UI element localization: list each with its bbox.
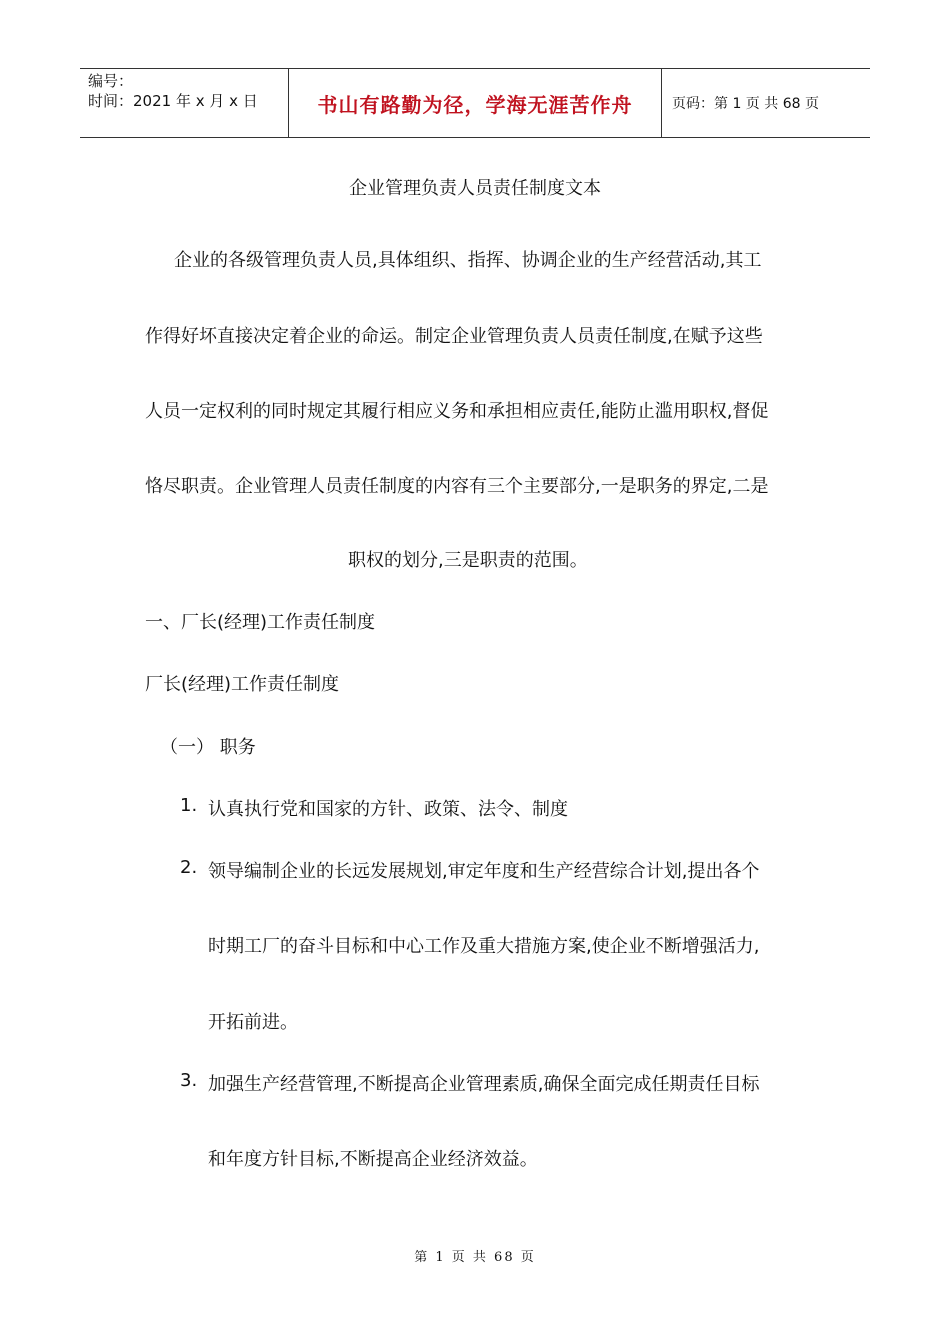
subsection-title: 厂长(经理)工作责任制度 — [145, 674, 340, 695]
intro-line: 企业的各级管理负责人员,具体组织、指挥、协调企业的生产经营活动,其工 — [174, 250, 762, 271]
intro-line: 作得好坏直接决定着企业的命运。制定企业管理负责人员责任制度,在赋予这些 — [145, 326, 763, 347]
item-text: 和年度方针目标,不断提高企业经济效益。 — [208, 1149, 538, 1170]
intro-line: 职权的划分,三是职责的范围。 — [348, 550, 588, 571]
page-header — [80, 68, 870, 138]
header-meta — [80, 69, 289, 137]
intro-line: 恪尽职责。企业管理人员责任制度的内容有三个主要部分,一是职务的界定,二是 — [145, 476, 769, 497]
item-text: 开拓前进。 — [208, 1012, 298, 1033]
item-text: 领导编制企业的长远发展规划,审定年度和生产经营综合计划,提出各个 — [208, 861, 760, 882]
document-title: 企业管理负责人员责任制度文本 — [349, 178, 601, 199]
item-text: 时期工厂的奋斗目标和中心工作及重大措施方案,使企业不断增强活力, — [208, 936, 760, 957]
item-text: 加强生产经营管理,不断提高企业管理素质,确保全面完成任期责任目标 — [208, 1074, 760, 1095]
header-page-code: 页码：第 1 页 共 68 页 — [672, 96, 819, 112]
subsection-heading: （一） 职务 — [160, 737, 256, 758]
header-motto: 书山有路勤为径，学海无涯苦作舟 — [289, 69, 662, 137]
time-label: 时间：2021 年 x 月 x 日 — [88, 92, 258, 110]
item-text: 认真执行党和国家的方针、政策、法令、制度 — [208, 799, 568, 820]
section-heading: 一、厂长(经理)工作责任制度 — [145, 612, 376, 633]
page-footer: 第 1 页 共 68 页 — [414, 1250, 536, 1265]
item-number: 2. — [180, 857, 198, 878]
item-number: 3. — [180, 1070, 198, 1091]
number-label: 编号： — [88, 72, 134, 90]
intro-line: 人员一定权利的同时规定其履行相应义务和承担相应责任,能防止滥用职权,督促 — [145, 401, 769, 422]
item-number: 1. — [180, 795, 198, 816]
